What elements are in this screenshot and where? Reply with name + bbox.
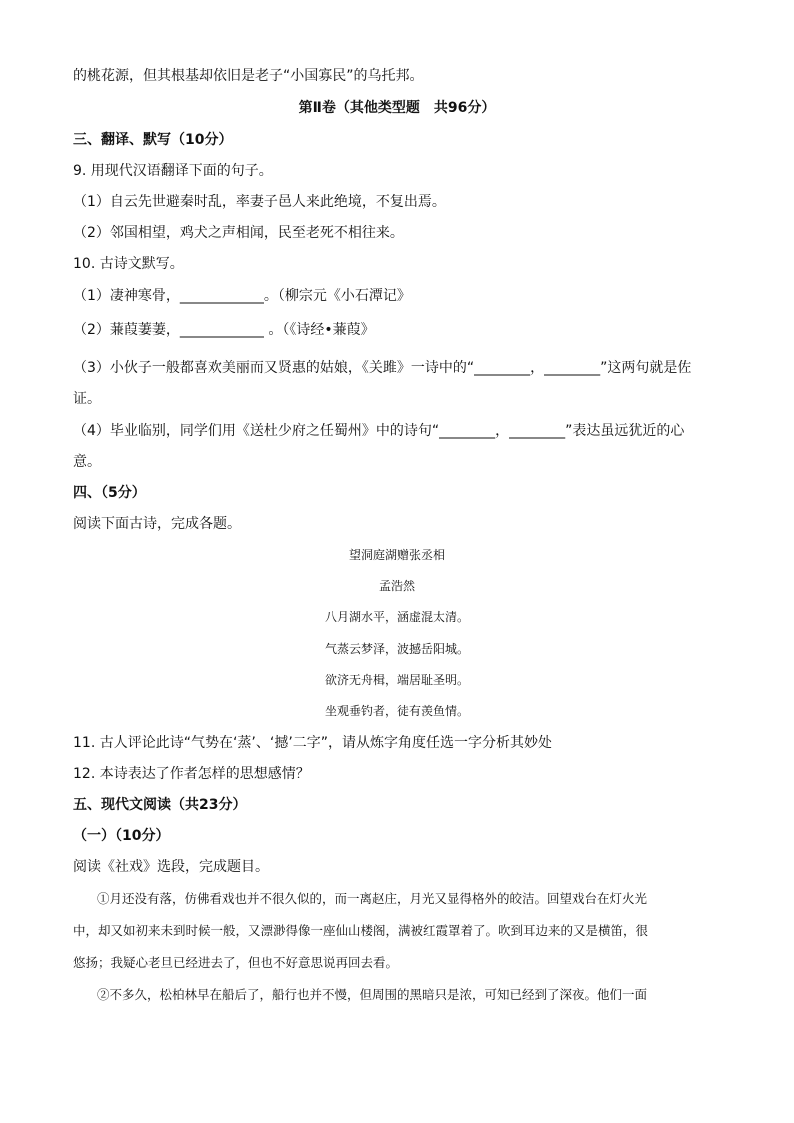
question-10-3: （3）小伙子一般都喜欢美丽而又贤惠的姑娘，《关雎》一诗中的“________，________”这两句就是佐 [73,360,692,376]
section-intro: 阅读《社戏》选段，完成题目。 [73,859,269,875]
section-heading: 三、翻译、默写（10分） [73,132,233,148]
question-11: 11. 古人评论此诗“气势在‘蒸’、‘撼’二字”，请从炼字角度任选一字分析其妙处 [73,735,553,751]
poem-line: 气蒸云梦泽，波撼岳阳城。 [324,642,469,656]
poem-title: 望洞庭湖赠张丞相 [348,548,445,562]
question-10: 10. 古诗文默写。 [73,256,184,272]
passage-line: ①月还没有落，仿佛看戏也并不很久似的，而一离赵庄，月光又显得格外的皎洁。回望戏台在灯火光 [97,891,648,906]
question-10-4: （4）毕业临别，同学们用《送杜少府之任蜀州》中的诗句“________，________”表达虽远犹近的心 [73,423,685,439]
subsection-heading: （一）（10分） [73,828,170,844]
poem-line: 坐观垂钓者，徒有羡鱼情。 [324,704,469,718]
poem-line: 八月湖水平，涵虚混太清。 [324,610,469,624]
question-12: 12. 本诗表达了作者怎样的思想感情？ [73,766,310,782]
volume-title: 第Ⅱ卷（其他类型题 共96分） [298,100,496,116]
section-heading: 五、现代文阅读（共23分） [73,797,247,813]
text-line: 的桃花源，但其根基却依旧是老子“小国寡民”的乌托邦。 [73,68,424,84]
poem-author: 孟浩然 [378,579,415,593]
passage-line: ②不多久，松柏林早在船后了，船行也并不慢，但周围的黑暗只是浓，可知已经到了深夜。他们一面 [97,987,648,1002]
poem-line: 欲济无舟楫，端居耻圣明。 [324,673,469,687]
section-heading: 四、（5分） [73,485,146,501]
question-10-1: （1）凄神寒骨，____________。（柳宗元《小石潭记》 [73,288,411,304]
passage-line: 中，却又如初来未到时候一般，又漂渺得像一座仙山楼阁，满被红霞罩着了。吹到耳边来的又是横笛，很 [73,923,649,938]
question-9-2: （2）邻国相望，鸡犬之声相闻，民至老死不相往来。 [73,225,404,241]
question-9-1: （1）自云先世避秦时乱，率妻子邑人来此绝境，不复出焉。 [73,194,446,210]
question-10-4-cont: 意。 [73,454,101,470]
question-10-3-cont: 证。 [73,391,101,407]
question-9: 9. 用现代汉语翻译下面的句子。 [73,163,273,179]
question-10-2: （2）蒹葭萋萋，____________ 。（《诗经•蒹葭》 [73,322,375,338]
passage-line: 悠扬；我疑心老旦已经进去了，但也不好意思说再回去看。 [73,955,399,970]
section-intro: 阅读下面古诗，完成各题。 [73,516,241,532]
